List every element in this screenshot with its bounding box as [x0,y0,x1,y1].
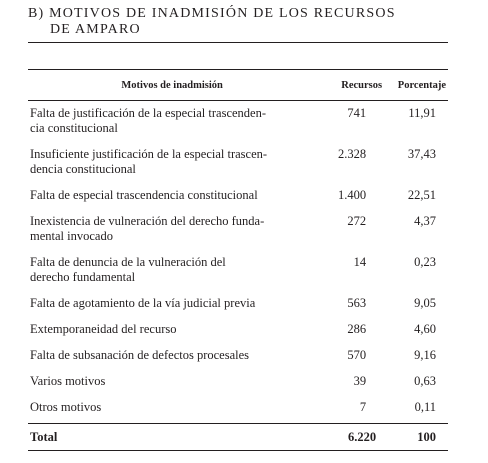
row-recursos: 570 [347,348,367,362]
table-row [28,369,448,395]
row-motivo [28,250,316,291]
title-rule [28,42,448,43]
row-motivo-line-2: derecho fundamental [30,270,136,284]
inadmission-table [28,69,448,451]
row-motivo: Varios motivos [30,374,106,388]
row-motivo [28,101,316,143]
table-row [28,101,448,143]
row-motivo: Falta de agotamiento de la vía judicial previa [30,296,256,310]
row-motivo-line-1: Inexistencia de vulneración del derecho funda- [30,214,265,228]
table-row [28,209,448,250]
header-motivo: Motivos de inadmisión [28,70,316,101]
row-porcentaje: 9,05 [414,296,436,310]
total-porcentaje: 100 [390,424,448,451]
row-porcentaje: 37,43 [407,147,436,161]
row-motivo-line-2: dencia constitucional [30,162,136,176]
row-porcentaje: 0,63 [414,374,436,388]
row-recursos: 7 [359,400,367,414]
row-motivo: Falta de subsanación de defectos procesales [30,348,250,362]
table-row [28,142,448,183]
table-row [28,183,448,209]
row-motivo-line-1: Insuficiente justificación de la especial trascen- [30,147,268,161]
row-porcentaje: 22,51 [407,188,436,202]
row-motivo [28,142,316,183]
inadmission-table-wrapper [28,69,448,451]
row-recursos: 741 [347,106,367,120]
row-recursos: 563 [347,296,367,310]
row-motivo-line-1: Falta de justificación de la especial trascenden- [30,106,267,120]
table-row [28,291,448,317]
row-porcentaje: 0,11 [414,400,436,414]
row-motivo: Falta de especial trascendencia constitucional [30,188,258,202]
total-recursos: 6.220 [316,424,390,451]
row-recursos: 39 [353,374,367,388]
row-recursos: 272 [347,214,367,228]
row-recursos: 2.328 [337,147,367,161]
table-row [28,395,448,424]
row-motivo-line-2: cia constitucional [30,121,118,135]
row-recursos: 286 [347,322,367,336]
table-header [28,70,448,101]
row-motivo: Otros motivos [30,400,102,414]
section-title [28,6,458,38]
header-row [28,70,448,101]
table-row [28,317,448,343]
table-body [28,101,448,451]
row-porcentaje: 11,91 [408,106,436,120]
row-porcentaje: 0,23 [414,255,436,269]
row-motivo-line-2: mental invocado [30,229,113,243]
row-motivo [28,209,316,250]
row-motivo: Extemporaneidad del recurso [30,322,177,336]
row-recursos: 14 [353,255,367,269]
row-porcentaje: 4,60 [414,322,436,336]
row-porcentaje: 4,37 [414,214,436,228]
row-recursos: 1.400 [337,188,367,202]
table-row [28,343,448,369]
total-row [28,424,448,451]
row-porcentaje: 9,16 [414,348,436,362]
header-porcentaje: Porcentaje [390,70,448,101]
table-row [28,250,448,291]
row-motivo-line-1: Falta de denuncia de la vulneración del [30,255,226,269]
section-title-line-1: B) MOTIVOS DE INADMISIÓN DE LOS RECURSOS [28,6,396,21]
header-recursos: Recursos [316,70,390,101]
total-label: Total [28,424,316,451]
section-title-line-2: DE AMPARO [50,22,141,37]
